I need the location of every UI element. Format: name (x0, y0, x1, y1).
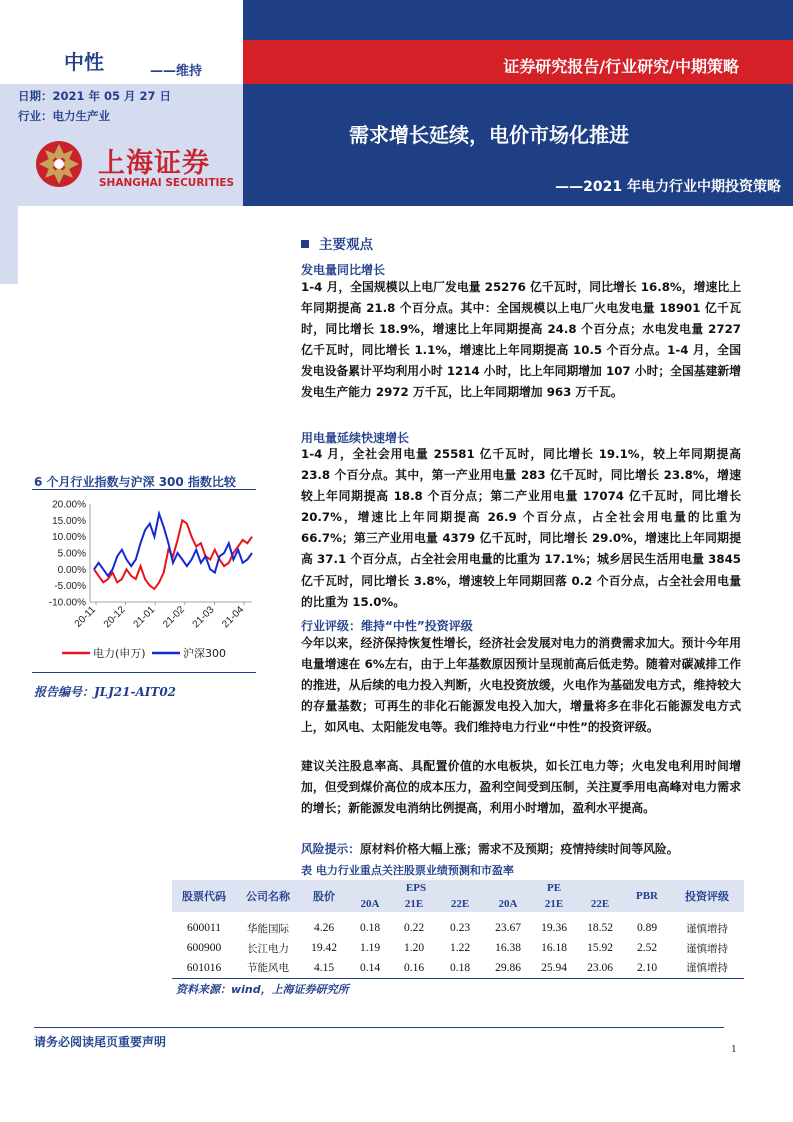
cell-eps: 0.16 (392, 958, 436, 978)
cell-eps: 0.23 (449, 922, 471, 934)
cell-code: 600011 (186, 922, 222, 934)
cell-eps: 0.22 (403, 922, 425, 934)
col-header-eps-20a: 20A (348, 896, 392, 912)
col-header-price: 股价 (300, 880, 348, 912)
cell-eps: 0.18 (436, 958, 484, 978)
para-consumption: 1-4 月，全社会用电量 25581 亿千瓦时，同比增长 19.1%，较上年同期提高 23.8 个百分点。其中，第一产业用电量 283 亿千瓦时，同比增长 23.8%，增速较上年同期提高 18.8 个百分点；第二产业用电量 17074 亿千瓦时，同比增长 20.7%，增速比上年同期提高 26.9 个百分点，占全社会用电量的比重为 66.7%；第三产业用电量 4379 亿千瓦时，同比增长 29.0%，增速比上年同期提高 37.1 个百分点，占全社会用电量的比重为 17.1%；城乡居民生活用电量 3845 亿千瓦时，同比增长 3.8%，增速较上年同期回落 0.2 个百分点，占全社会用电量的比重为 15.0%。 (301, 447, 741, 609)
cell-pbr: 0.89 (636, 922, 658, 934)
subhead-generation: 发电量同比增长 (301, 263, 386, 277)
legend-label: 沪深300 (183, 647, 226, 660)
cell-eps: 1.19 (359, 942, 381, 954)
col-header-pbr: PBR (624, 880, 670, 912)
series-line-hs300 (94, 514, 252, 576)
col-header-eps: EPS (348, 880, 484, 896)
col-header-rating: 投资评级 (670, 880, 744, 912)
rating-box (0, 0, 243, 84)
section-title: 主要观点 (301, 233, 373, 253)
report-industry: 行业：电力生产业 (18, 109, 110, 123)
y-tick-label: 15.00% (52, 515, 86, 527)
x-tick-label: 21-01 (131, 604, 158, 631)
header-top-band (243, 0, 793, 40)
cell-pe: 19.36 (541, 922, 567, 934)
x-tick-label: 21-03 (190, 604, 217, 631)
y-tick-label: -5.00% (54, 581, 86, 593)
col-header-pe: PE (484, 880, 624, 896)
report-number: 报告编号：JLJ21-AIT02 (34, 685, 177, 699)
logo-text-cn: 上海证券 (98, 148, 210, 179)
cell-name: 节能风电 (236, 958, 300, 978)
stock-forecast-table (172, 880, 744, 979)
table-row (172, 912, 744, 938)
y-tick-label: 10.00% (52, 532, 86, 544)
x-tick-label: 20-12 (101, 604, 128, 631)
col-header-eps-22e: 22E (436, 896, 484, 912)
table-row (172, 938, 744, 958)
para-rating: 今年以来，经济保持恢复性增长，经济社会发展对电力的消费需求加大。预计今年用电量增速在 6%左右，由于上年基数原因预计呈现前高后低走势。随着对碳减排工作的推进，从后续的电力投入判断，火电投资放缓，火电作为基础发电方式，维持较大的存量基数；可再生的非化石能源发电投入加大，增量将多在非化石能源发电方式上，如风电、太阳能发电等。我们维持电力行业“中性”的投资评级。 (301, 636, 741, 735)
footer-notice: 请务必阅读尾页重要声明 (34, 1035, 167, 1049)
cell-rating: 谨慎增持 (686, 942, 728, 955)
cell-rating: 谨慎增持 (670, 958, 744, 978)
page-number: 1 (731, 1043, 737, 1055)
cell-price: 4.26 (313, 922, 335, 934)
subhead-consumption: 用电量延续快速增长 (301, 431, 410, 445)
square-bullet-icon (301, 240, 309, 248)
para-recommendation: 建议关注股息率高、具配置价值的水电板块，如长江电力等；火电发电利用时间增加，但受到煤价高位的成本压力，盈利空间受到压制，关注夏季用电高峰对电力需求的增长；新能源发电消纳比例提高，利用小时增加，盈利水平提高。 (301, 759, 741, 816)
col-header-pe-21e: 21E (532, 896, 576, 912)
cell-pbr: 2.10 (624, 958, 670, 978)
logo-text-en: SHANGHAI SECURITIES (99, 177, 235, 189)
cell-price: 4.15 (300, 958, 348, 978)
y-tick-label: 0.00% (57, 564, 86, 576)
report-title: 需求增长延续，电价市场化推进 (349, 123, 629, 147)
col-header-pe-22e: 22E (576, 896, 624, 912)
index-comparison-chart (32, 492, 258, 668)
cell-pbr: 2.52 (636, 942, 658, 954)
report-category: 证券研究报告/行业研究/中期策略 (503, 57, 739, 76)
x-tick-label: 21-02 (161, 604, 187, 631)
col-header-code: 股票代码 (172, 880, 236, 912)
left-band (0, 84, 18, 284)
cell-name: 长江电力 (247, 942, 289, 955)
risk-text: 原材料价格大幅上涨；需求不及预期；疫情持续时间等风险。 (360, 842, 679, 856)
risk-warning (301, 840, 679, 857)
cell-pe: 16.38 (495, 942, 521, 954)
side-chart-bottom-rule (32, 672, 256, 673)
cell-rating: 谨慎增持 (686, 922, 728, 935)
cell-pe: 23.67 (495, 922, 521, 934)
cell-code: 600900 (186, 942, 222, 954)
cell-eps: 1.22 (449, 942, 471, 954)
cell-name: 华能国际 (247, 922, 289, 935)
col-header-pe-20a: 20A (484, 896, 532, 912)
table-title: 表 电力行业重点关注股票业绩预测和市盈率 (301, 864, 514, 877)
y-tick-label: 20.00% (52, 499, 86, 511)
cell-eps: 1.20 (403, 942, 425, 954)
risk-label: 风险提示： (301, 842, 360, 856)
col-header-name: 公司名称 (236, 880, 300, 912)
footer-rule (34, 1027, 724, 1028)
shanghai-securities-logo-icon (35, 140, 83, 188)
cell-pe: 16.18 (541, 942, 567, 954)
side-chart-title: 6 个月行业指数与沪深 300 指数比较 (34, 475, 236, 489)
cell-eps: 0.18 (359, 922, 381, 934)
subhead-rating: 行业评级：维持“中性”投资评级 (301, 619, 473, 633)
para-generation: 1-4 月，全国规模以上电厂发电量 25276 亿千瓦时，同比增长 16.8%，增速比上年同期提高 21.8 个百分点。其中：全国规模以上电厂火电发电量 18901 亿千瓦时，同比增长 18.9%，增速比上年同期提高 24.8 个百分点；水电发电量 2727 亿千瓦时，同比增长 1.1%，增速比上年同期提高 10.5 个百分点。1-4 月，全国发电设备累计平均利用小时 1214 小时，比上年同期增加 107 小时；全国基建新增发电生产能力 2972 万千瓦，比上年同期增加 963 万千瓦。 (301, 280, 741, 400)
rating-sub: ——维持 (150, 64, 203, 79)
col-header-eps-21e: 21E (392, 896, 436, 912)
cell-pe: 18.52 (587, 922, 613, 934)
rating-main: 中性 (64, 50, 104, 74)
table-row (172, 958, 744, 978)
cell-pe: 25.94 (532, 958, 576, 978)
y-tick-label: -10.00% (48, 597, 86, 609)
cell-price: 19.42 (311, 942, 337, 954)
y-tick-label: 5.00% (57, 548, 86, 560)
x-tick-label: 21-04 (220, 604, 247, 631)
x-tick-label: 20-11 (72, 604, 99, 630)
table-source: 资料来源：wind，上海证券研究所 (176, 983, 349, 996)
cell-code: 601016 (172, 958, 236, 978)
cell-pe: 29.86 (484, 958, 532, 978)
legend-label: 电力(申万) (93, 647, 146, 660)
report-subtitle: ——2021 年电力行业中期投资策略 (555, 179, 781, 195)
cell-pe: 15.92 (587, 942, 613, 954)
cell-pe: 23.06 (576, 958, 624, 978)
side-chart-top-rule (32, 489, 256, 490)
report-date: 日期：2021 年 05 月 27 日 (18, 89, 172, 103)
cell-eps: 0.14 (348, 958, 392, 978)
